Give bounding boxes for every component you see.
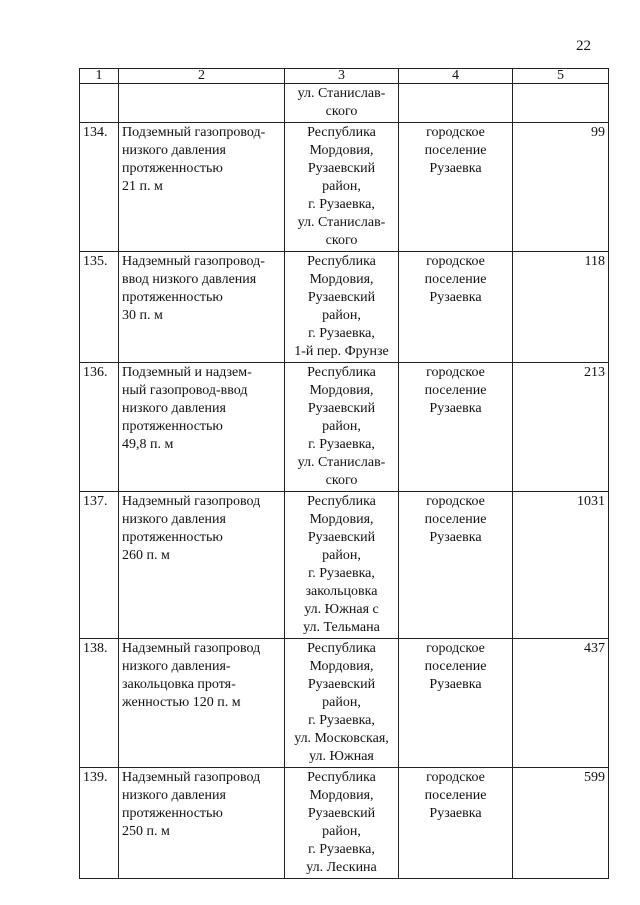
object-name: Подземный газопровод- низкого давления протяженностью 21 п. м: [119, 123, 285, 252]
object-name: [119, 84, 285, 123]
settlement: городское поселение Рузаевка: [399, 492, 513, 639]
row-number: [80, 84, 119, 123]
row-number: 139.: [80, 768, 119, 879]
value: 118: [513, 252, 609, 363]
value: 213: [513, 363, 609, 492]
object-address: Республика Мордовия, Рузаевский район, г. Рузаевка, закольцовка ул. Южная с ул. Тельмана: [285, 492, 399, 639]
table-row: [80, 639, 609, 768]
header-col-3: 3: [285, 69, 399, 84]
row-number: 136.: [80, 363, 119, 492]
object-name: Подземный и надзем- ный газопровод-ввод низкого давления протяженностью 49,8 п. м: [119, 363, 285, 492]
settlement: [399, 84, 513, 123]
value: [513, 84, 609, 123]
table-row: [80, 363, 609, 492]
object-address: Республика Мордовия, Рузаевский район, г. Рузаевка, ул. Станислав- ского: [285, 123, 399, 252]
settlement: городское поселение Рузаевка: [399, 639, 513, 768]
table-row: [80, 123, 609, 252]
header-col-5: 5: [513, 69, 609, 84]
continuation-row: [80, 84, 609, 123]
settlement: городское поселение Рузаевка: [399, 363, 513, 492]
row-number: 135.: [80, 252, 119, 363]
object-name: Надземный газопровод низкого давления протяженностью 260 п. м: [119, 492, 285, 639]
table-row: [80, 492, 609, 639]
object-address: ул. Станислав- ского: [285, 84, 399, 123]
value: 437: [513, 639, 609, 768]
settlement: городское поселение Рузаевка: [399, 252, 513, 363]
registry-table: [79, 68, 609, 879]
object-name: Надземный газопровод- ввод низкого давления протяженностью 30 п. м: [119, 252, 285, 363]
settlement: городское поселение Рузаевка: [399, 768, 513, 879]
row-number: 138.: [80, 639, 119, 768]
header-col-4: 4: [399, 69, 513, 84]
object-address: Республика Мордовия, Рузаевский район, г. Рузаевка, ул. Московская, ул. Южная: [285, 639, 399, 768]
value: 599: [513, 768, 609, 879]
header-col-1: 1: [80, 69, 119, 84]
object-address: Республика Мордовия, Рузаевский район, г. Рузаевка, ул. Лескина: [285, 768, 399, 879]
row-number: 134.: [80, 123, 119, 252]
value: 99: [513, 123, 609, 252]
object-name: Надземный газопровод низкого давления- закольцовка протя- женностью 120 п. м: [119, 639, 285, 768]
object-name: Надземный газопровод низкого давления протяженностью 250 п. м: [119, 768, 285, 879]
object-address: Республика Мордовия, Рузаевский район, г. Рузаевка, ул. Станислав- ского: [285, 363, 399, 492]
object-address: Республика Мордовия, Рузаевский район, г. Рузаевка, 1-й пер. Фрунзе: [285, 252, 399, 363]
value: 1031: [513, 492, 609, 639]
header-col-2: 2: [119, 69, 285, 84]
page-number: 22: [576, 38, 591, 54]
table-row: [80, 252, 609, 363]
row-number: 137.: [80, 492, 119, 639]
settlement: городское поселение Рузаевка: [399, 123, 513, 252]
table-row: [80, 768, 609, 879]
column-number-header: [80, 69, 609, 84]
